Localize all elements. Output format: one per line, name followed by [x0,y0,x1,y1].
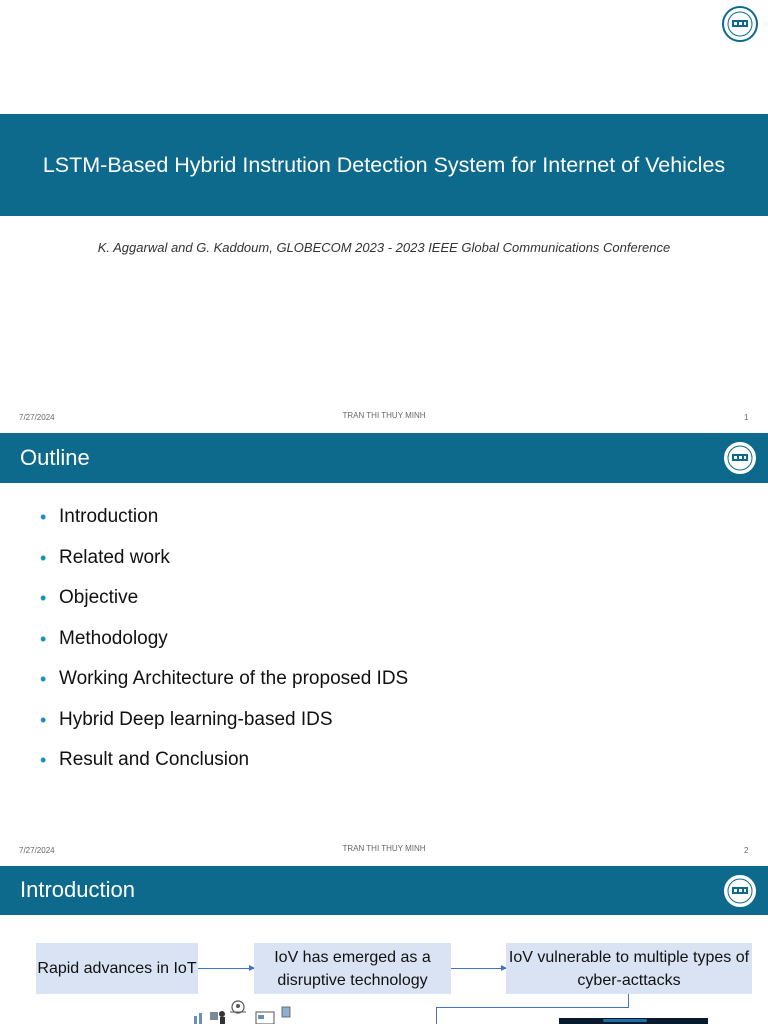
slide-title: Outline [20,445,90,470]
connector-line [436,1007,437,1024]
header-band [0,866,768,915]
flow-box-iot: Rapid advances in IoT [36,943,198,994]
slide-title: LSTM-Based Hybrid Instrution Detection System for Internet of Vehicles [42,152,726,177]
list-item: • Hybrid Deep learning-based IDS [40,708,333,730]
slide-2 [0,432,768,866]
connector-line [628,994,629,1007]
list-item: • Related work [40,546,170,568]
slide-title: Introduction [20,877,135,902]
bullet-icon: • [40,709,47,730]
footer-page-number: 1 [744,413,749,422]
bullet-icon: • [40,628,47,649]
footer-page-number: 2 [744,846,749,855]
list-item: • Result and Conclusion [40,749,250,770]
footer-author: TRAN THI THUY MINH [342,844,426,853]
flow-arrow [451,968,506,969]
slide-3 [0,866,768,1024]
bullet-icon: • [40,547,47,568]
list-item: • Introduction [40,506,159,527]
university-logo-icon [722,440,758,476]
iot-illustration-icon [186,998,294,1024]
footer-author: TRAN THI THUY MINH [342,411,426,420]
footer-date: 7/27/2024 [19,413,55,422]
flow-box-iov: IoV has emerged as a disruptive technology [254,943,451,994]
list-item: • Objective [40,587,139,608]
bullet-icon: • [40,588,47,608]
slide-1 [0,0,768,432]
footer-date: 7/27/2024 [19,846,55,855]
title-band [0,114,768,216]
university-logo-icon [722,6,758,42]
flow-arrow [198,968,254,969]
header-band [0,433,768,483]
bullet-icon: • [40,507,47,527]
bullet-icon: • [40,750,47,770]
outline-list [40,505,408,789]
list-item: • Methodology [40,627,168,649]
cyber-image [559,1018,708,1024]
bullet-icon: • [40,669,47,689]
university-logo-icon [722,873,758,909]
list-item: • Working Architecture of the proposed IDS [40,668,409,689]
flow-box-vulnerable: IoV vulnerable to multiple types of cyber-acttacks [506,943,752,994]
connector-line [436,1007,629,1008]
slide-subtitle: K. Aggarwal and G. Kaddoum, GLOBECOM 2023 - 2023 IEEE Global Communications Conference [97,240,671,255]
